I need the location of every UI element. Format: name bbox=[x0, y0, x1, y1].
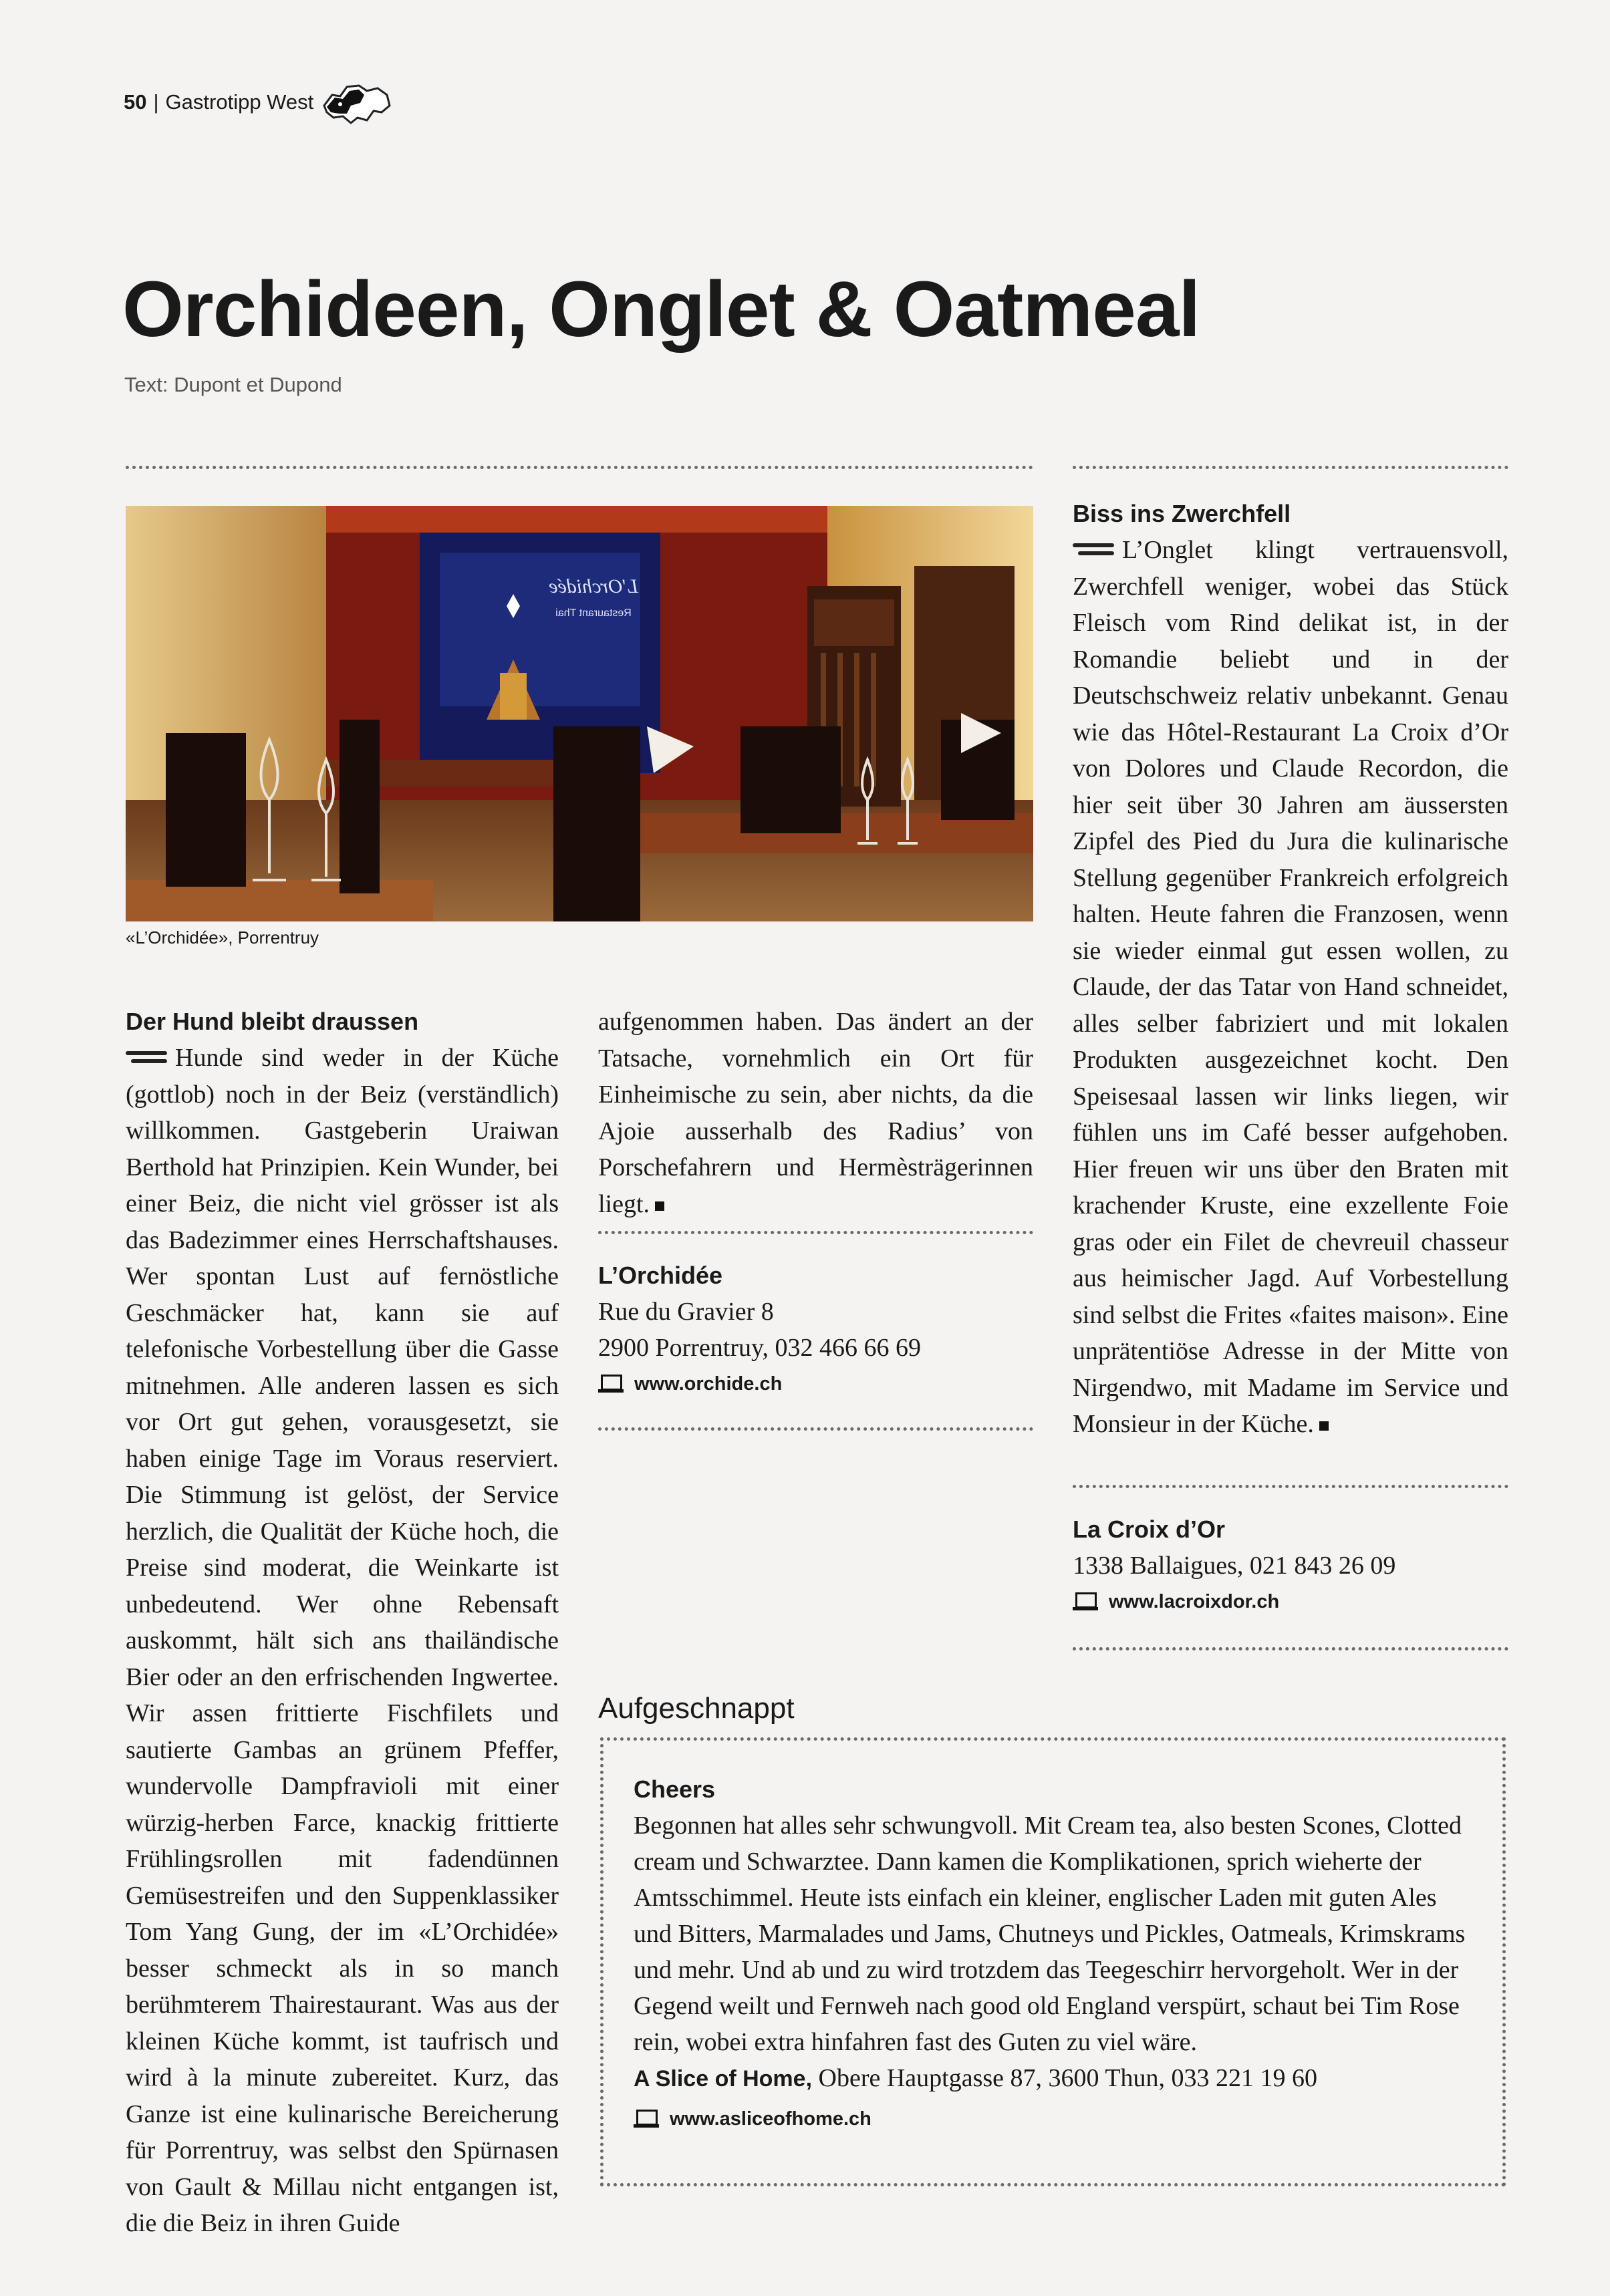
restaurant-photo bbox=[126, 506, 1033, 921]
restaurant-info-croix-dor bbox=[1073, 1512, 1508, 1620]
restaurant-city-phone: 2900 Porrentruy, 032 466 66 69 bbox=[598, 1334, 922, 1362]
section-heading: Der Hund bleibt draussen bbox=[126, 1008, 419, 1035]
restaurant-website[interactable] bbox=[1073, 1584, 1508, 1620]
restaurant-website[interactable] bbox=[598, 1366, 1033, 1402]
shop-info bbox=[634, 2060, 1479, 2097]
divider bbox=[126, 466, 1033, 469]
divider bbox=[598, 1427, 1033, 1431]
article-byline: Text: Dupont et Dupond bbox=[124, 373, 342, 396]
section-name: Gastrotipp West bbox=[165, 90, 314, 114]
article-paragraph: L’Onglet klingt vertrauensvoll, Zwerchfell weniger, wobei das Stück Fleisch vom Rind delikat ist, in der Romandie beliebt und in der Deutschschweiz relativ unbekannt. Genau wie das Hôtel-Restaurant La Croix d’Or von Dolores und Claude Recordon, die hier seit über 30 Jahren am äussersten Zipfel des Pied du Jura die kulinarische Stellung gegenüber Frankreich erfolgreich halten. Heute fahren die Franzosen, wenn sie wieder einmal gut essen wollen, zu Claude, der das Tatar von Hand schneidet, alles selber fabriziert und mit lokalen Produkten ausgezeichnet kocht. Den Speisesaal lassen wir links liegen, wir fühlen uns im Café besser aufgehoben. Hier freuen wir uns über den Braten mit krachender Kruste, eine exzellente Foie gras oder ein Filet de chevreuil chasseur aus heimischer Jagd. Auf Vorbestellung sind selbst die Frites «faites maison». Eine unprätentiöse Adresse in der Mitte von Nirgendwo, mit Madame im Service und Monsieur in der Küche. bbox=[1073, 536, 1508, 1438]
divider bbox=[1073, 1485, 1508, 1488]
divider bbox=[598, 1231, 1033, 1234]
column-3 bbox=[1073, 496, 1508, 1443]
svg-text:L'Orchidée: L'Orchidée bbox=[549, 575, 638, 597]
aufgeschnappt-title: Aufgeschnappt bbox=[598, 1692, 795, 1725]
website-link[interactable]: www.asliceofhome.ch bbox=[670, 2108, 871, 2130]
column-2 bbox=[598, 1004, 1033, 1222]
restaurant-info-orchidee bbox=[598, 1258, 1033, 1402]
laptop-icon bbox=[634, 2110, 659, 2128]
divider bbox=[1073, 466, 1508, 469]
article-paragraph: aufgenommen haben. Das ändert an der Tatsache, vornehmlich ein Ort für Einheimische zu sein, aber nichts, da die Ajoie ausserhalb des Radius’ von Porschefahrern und Hermèsträgerinnen liegt. bbox=[598, 1008, 1033, 1218]
switzerland-map-icon bbox=[320, 79, 394, 126]
shop-address: Obere Hauptgasse 87, 3600 Thun, 033 221 19 60 bbox=[818, 2064, 1318, 2092]
laptop-icon bbox=[1073, 1592, 1098, 1611]
column-1 bbox=[126, 1004, 559, 2242]
shop-name: A Slice of Home, bbox=[634, 2066, 813, 2092]
box-paragraph: Begonnen hat alles sehr schwungvoll. Mit Cream tea, also besten Scones, Clotted cream und Schwarztee. Dann kamen die Komplikationen, sprich wieherte der Amtsschimmel. Heute ists einfach ein kleiner, englischer Laden mit guten Ales und Bitters, Marmalades und Jams, Chutneys und Pickles, Oatmeals, Krimskrams und mehr. Und ab und zu wird trotzdem das Teegeschirr hervorgeholt. Wer in der Gegend weilt und Fernweh nach good old England verspürt, schaut bei Tim Rose rein, wobei extra hinfahren fast des Guten zu viel wäre. bbox=[634, 1812, 1466, 2056]
header-separator: | bbox=[153, 90, 159, 114]
aufgeschnappt-box bbox=[600, 1737, 1506, 2186]
divider bbox=[1073, 1647, 1508, 1651]
website-link[interactable]: www.orchide.ch bbox=[634, 1373, 783, 1395]
photo-caption: «L’Orchidée», Porrentruy bbox=[126, 927, 319, 948]
cutlery-icon bbox=[126, 1048, 167, 1066]
article-paragraph: Hunde sind weder in der Küche (gottlob) noch in der Beiz (verständlich) willkommen. Gastgeberin Uraiwan Berthold hat Prinzipien. Kein Wunder, bei einer Beiz, die nicht viel grösser ist als das Badezimmer eines Herrschaftshauses. Wer spontan Lust auf fernöstliche Geschmäcker hat, kann sie auf telefonische Vorbestellung über die Gasse mitnehmen. Alle anderen lassen es sich vor Ort gut gehen, vorausgesetzt, sie haben einige Tage im Voraus reserviert. Die Stimmung ist gelöst, der Service herzlich, die Qualität der Küche hoch, die Preise sind moderat, die Weinkarte ist unbedeutend. Wer ohne Rebensaft auskommt, hält sich ans thailändische Bier oder an den erfrischenden Ingwertee. Wir assen frittierte Fischfilets und sautierte Gambas an grünem Pfeffer, wundervolle Dampfravioli mit einer würzig-herben Farce, knackig frittierte Frühlingsrollen mit fadendünnen Gemüsestreifen und den Suppenklassiker Tom Yang Gung, der im «L’Orchidée» besser schmeckt als in so manch berühmterem Thairestaurant. Was aus der kleinen Küche kommt, ist taufrisch und wird à la minute zubereitet. Kurz, das Ganze ist eine kulinarische Bereicherung für Porrentruy, was selbst den Spürnasen von Gault & Millau nicht entgangen ist, die die Beiz in ihren Guide bbox=[126, 1044, 559, 2237]
website-link[interactable]: www.lacroixdor.ch bbox=[1109, 1591, 1280, 1612]
end-of-article-mark bbox=[655, 1201, 664, 1211]
aufgeschnappt-content bbox=[634, 1771, 1479, 2137]
restaurant-interior-image bbox=[126, 506, 1033, 921]
restaurant-name: L’Orchidée bbox=[598, 1262, 723, 1289]
svg-text:Restaurant Thai: Restaurant Thai bbox=[555, 607, 632, 619]
box-heading: Cheers bbox=[634, 1775, 716, 1803]
article-title: Orchideen, Onglet & Oatmeal bbox=[122, 265, 1200, 353]
page-number: 50 bbox=[124, 90, 147, 114]
restaurant-name: La Croix d’Or bbox=[1073, 1516, 1226, 1543]
restaurant-city-phone: 1338 Ballaigues, 021 843 26 09 bbox=[1073, 1552, 1396, 1580]
page-header bbox=[124, 79, 394, 126]
section-heading: Biss ins Zwerchfell bbox=[1073, 500, 1291, 527]
shop-website[interactable] bbox=[634, 2101, 1479, 2137]
end-of-article-mark bbox=[1319, 1421, 1329, 1431]
laptop-icon bbox=[598, 1375, 624, 1393]
restaurant-address: Rue du Gravier 8 bbox=[598, 1298, 774, 1326]
cutlery-icon bbox=[1073, 541, 1114, 558]
